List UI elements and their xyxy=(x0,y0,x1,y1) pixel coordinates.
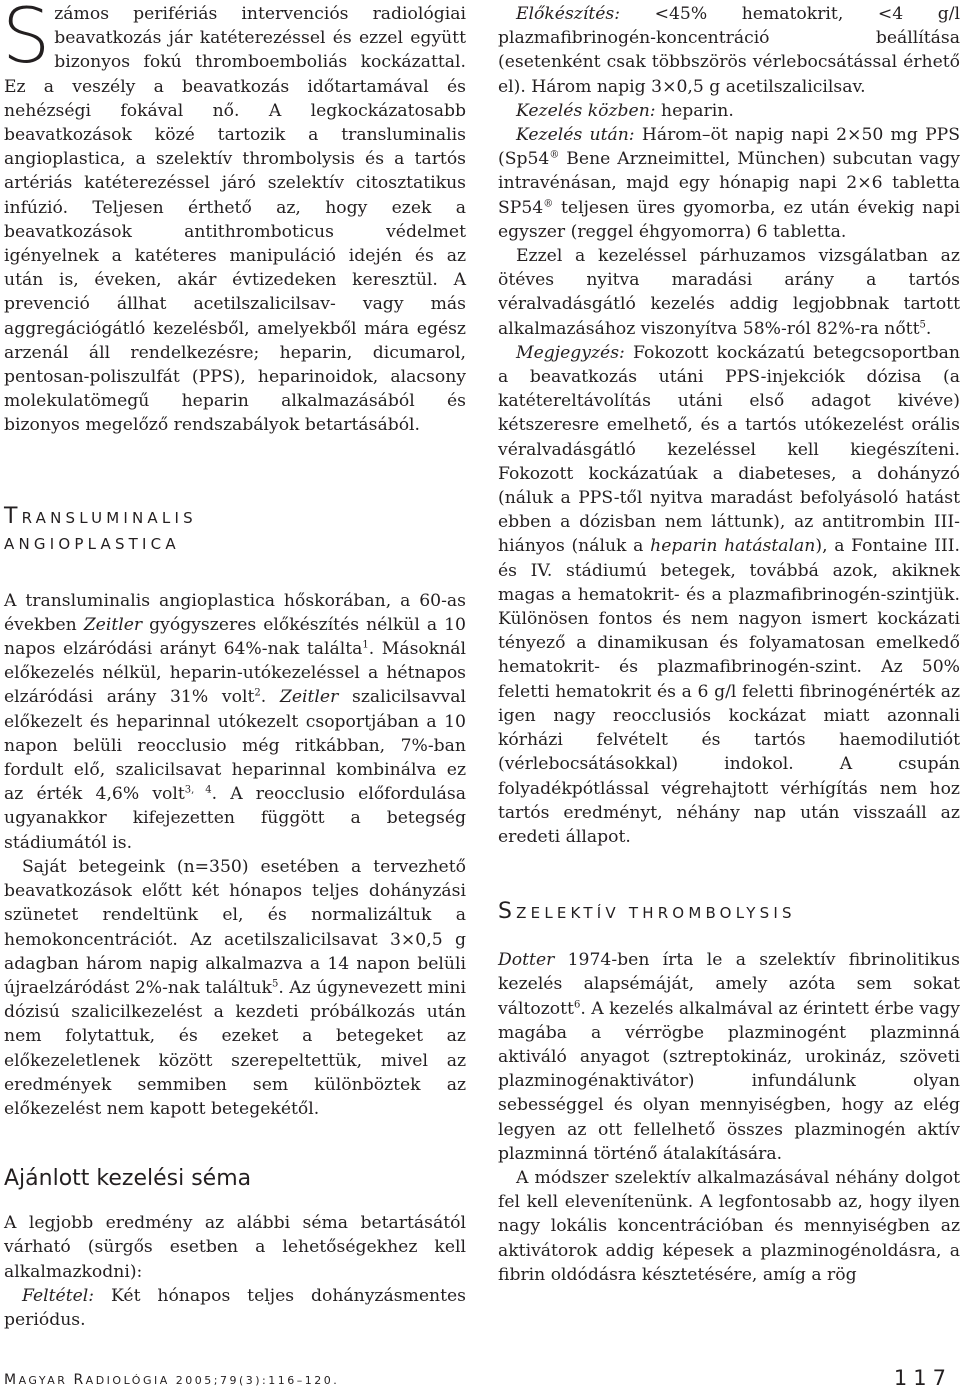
paragraph-parallel-study: Ezzel a kezeléssel párhuzamos vizsgálatban az ötéves nyitva maradási arány a tartós véralvadásgátló kezelés addig legjobbnak tartott alkalmazásához viszonyítva 58%-ról 82%-ra nőtt$^5$. xyxy=(498,246,960,339)
paragraph-preparation: Előkészítés: <45% hematokrit, <4 g/l plazmafibrinogén-koncentráció beállítása (esetenként csak többszörös vérlebocsátással érhető el). Három napig 3×0,5 g acetilszalicilsav. xyxy=(498,4,960,97)
reference-marker: 5 xyxy=(271,978,279,990)
paragraph-method: A módszer szelektív alkalmazásával néhány dolgot fel kell elevenítenünk. A legfontosabb az, hogy ilyen nagy lokális koncentrációban és mennyiségben az aktivátorok addig képesek a plazminogénoldásra, a fibrin oldódásra késztetésére, amíg a rög xyxy=(498,1167,960,1285)
section-heading-recommended-scheme: Ajánlott kezelési séma xyxy=(4,1166,252,1192)
drop-cap: S xyxy=(2,0,51,80)
section-heading-angioplastica: TRANSLUMINALIS ANGIOPLASTICA xyxy=(4,503,197,553)
paragraph-zeitler: A transluminalis angioplastica hőskorában, a 60-as években Zeitler gyógyszeres előkészítés nélkül a 10 napos elzáródási arányt 64%-nak találta$^1$. Másoknál előkezelés nélkül, heparin-utókezeléssel a hétnapos elzáródási arány 31% volt$^2$. Zeitler szalicilsavval előkezelt és heparinnal utókezelt csoportjában a 10 napon belüli reocclusio még ritkábban, 7%-ban fordult elő, szalicilsavat heparinnal kombinálva ez az érték 4,6% volt$^{3, 4}$. A reocclusio előfordulása ugyanakkor kifejezetten függött a betegség stádiumától is. xyxy=(4,590,466,853)
journal-citation: MAGYAR RADIOLÓGIA 2005;79(3):116–120. xyxy=(4,1372,340,1388)
reference-marker: 5 xyxy=(919,318,926,330)
left-column xyxy=(4,0,466,1332)
page-number: 117 xyxy=(893,1366,952,1390)
right-column xyxy=(498,0,960,1287)
intro-paragraph: Számos perifériás intervenciós radiológiai beavatkozás jár katéterezéssel és ezzel együtt bizonyos fokú thromboemboliás kockázattal. Ez a veszély a beavatkozás időtartamával és nehézségi fokával nő. A legkockázatosabb beavatkozások közé tartozik a transluminalis angioplastica, a szelektív thrombolysis és a tartós artériás katéterezéssel járó szelektív citosztatikus infúzió. Teljesen érthető az, hogy ezek a beavatkozások antithromboticus védelmet igényelnek a katéteres manipuláció idején és az után is, éveken, akár évtizedeken keresztül. A prevenció állhat acetilszalicilsav- vagy más aggregációgátló kezelésből, amelyekből mára egész arzenál áll rendelkezésre; heparin, dicumarol, pentosan-poliszulfát (PPS), heparinoidok, alacsony molekulatömegű heparin alkalmazásából és bizonyos megelőző rendszabályok betartásából. xyxy=(2,0,466,436)
reference-marker: 6 xyxy=(573,998,581,1010)
paragraph-own-patients: Saját betegeink (n=350) esetében a tervezhető beavatkozások előtt két hónapos teljes dohányzási szünetet rendeltünk el, és normalizáltuk a hemokoncentrációt. Az acetilszalicilsavat 3×0,5 g adagban három napig alkalmazva a 14 napon belüli újraelzáródást 2%-nak találtuk$^5$. Az úgynevezett mini dózisú szalicilkezelést a kezdeti próbálkozás után nem folytattuk, és ezeket a betegeket az előkezeletlenek között szerepeltettük, mivel az eredmények semmiben sem különböztek az előkezelést nem kapott betegekétől. xyxy=(4,856,466,1119)
paragraph-during-treatment: Kezelés közben: heparin. xyxy=(516,100,734,121)
page-footer xyxy=(4,1368,952,1390)
paragraph-dotter: Dotter 1974-ben írta le a szelektív fibrinolitikus kezelés alapsémáját, amely azóta sem sokat változott$^6$. A kezelés alkalmával az érintett érbe vagy magába a vérrögbe plazminogént plazminná aktiváló anyagot (sztreptokináz, urokináz, szöveti plazminogénaktivátor) infundálunk olyan sebességgel és olyan mennyiségben, hogy az elég legyen az ott fellelhető összes plazminogén aktív plazminná történő átalakítására. xyxy=(498,950,960,1164)
paragraph-note: Megjegyzés: Fokozott kockázatú betegcsoportban a beavatkozás utáni PPS-injekciók dózisa (a katétereltávolítás utáni első adagot kivéve) kétszeresre emelhető, és a tartós utókezelést orális véralvadásgátló kezeléssel kell kiegészíteni. Fokozott kockázatúak a diabeteses, a dohányzó (náluk a PPS-től nyitva maradást befolyásoló hatást ebben a dózisban nem láttunk), az antitrombin III-hiányos (náluk a heparin hatástalan), a Fontaine III. és IV. stádiumú betegek, továbbá azok, akiknek magas a hematokrit- és a plazmafibrinogén-szintjük. Különösen fontos és nem nagyon ismert kockázati tényező a dinamikusan és folyamatosan emelkedő hematokrit- és plazmafibrinogén-szint. Az 50% feletti hematokrit és a 6 g/l feletti fibrinogénérték az igen nagy reocclusiós kockázat miatt azonnali kórházi felvételt és tartós haemodilutiót (vérlebocsátásokkal) indokol. A csupán folyadékpótlással végrehajtott vérhígítás nem hoz tartós eredményt, néhány nap után visszaáll az eredeti állapot. xyxy=(498,342,960,847)
paragraph-condition: Feltétel: Két hónapos teljes dohányzásmentes periódus. xyxy=(4,1285,466,1330)
reference-marker: 2 xyxy=(254,687,261,699)
paragraph-scheme-intro: A legjobb eredmény az alábbi séma betartásától várható (sürgős esetben a lehetőségekhez kell alkalmazkodni): xyxy=(4,1213,466,1282)
section-heading-thrombolysis: SZELEKTÍV THROMBOLYSIS xyxy=(498,899,796,925)
paragraph-after-treatment: Kezelés után: Három–öt napig napi 2×50 mg PPS (Sp54® Bene Arzneimittel, München) subcutan vagy intravénásan, majd egy hónapig napi 2×6 tabletta SP54® teljesen üres gyomorba, ez után évekig napi egyszer (reggel éhgyomorra) 6 tabletta. xyxy=(498,125,960,242)
reference-marker: 3, 4 xyxy=(184,784,212,796)
reference-marker: 1 xyxy=(362,639,369,651)
